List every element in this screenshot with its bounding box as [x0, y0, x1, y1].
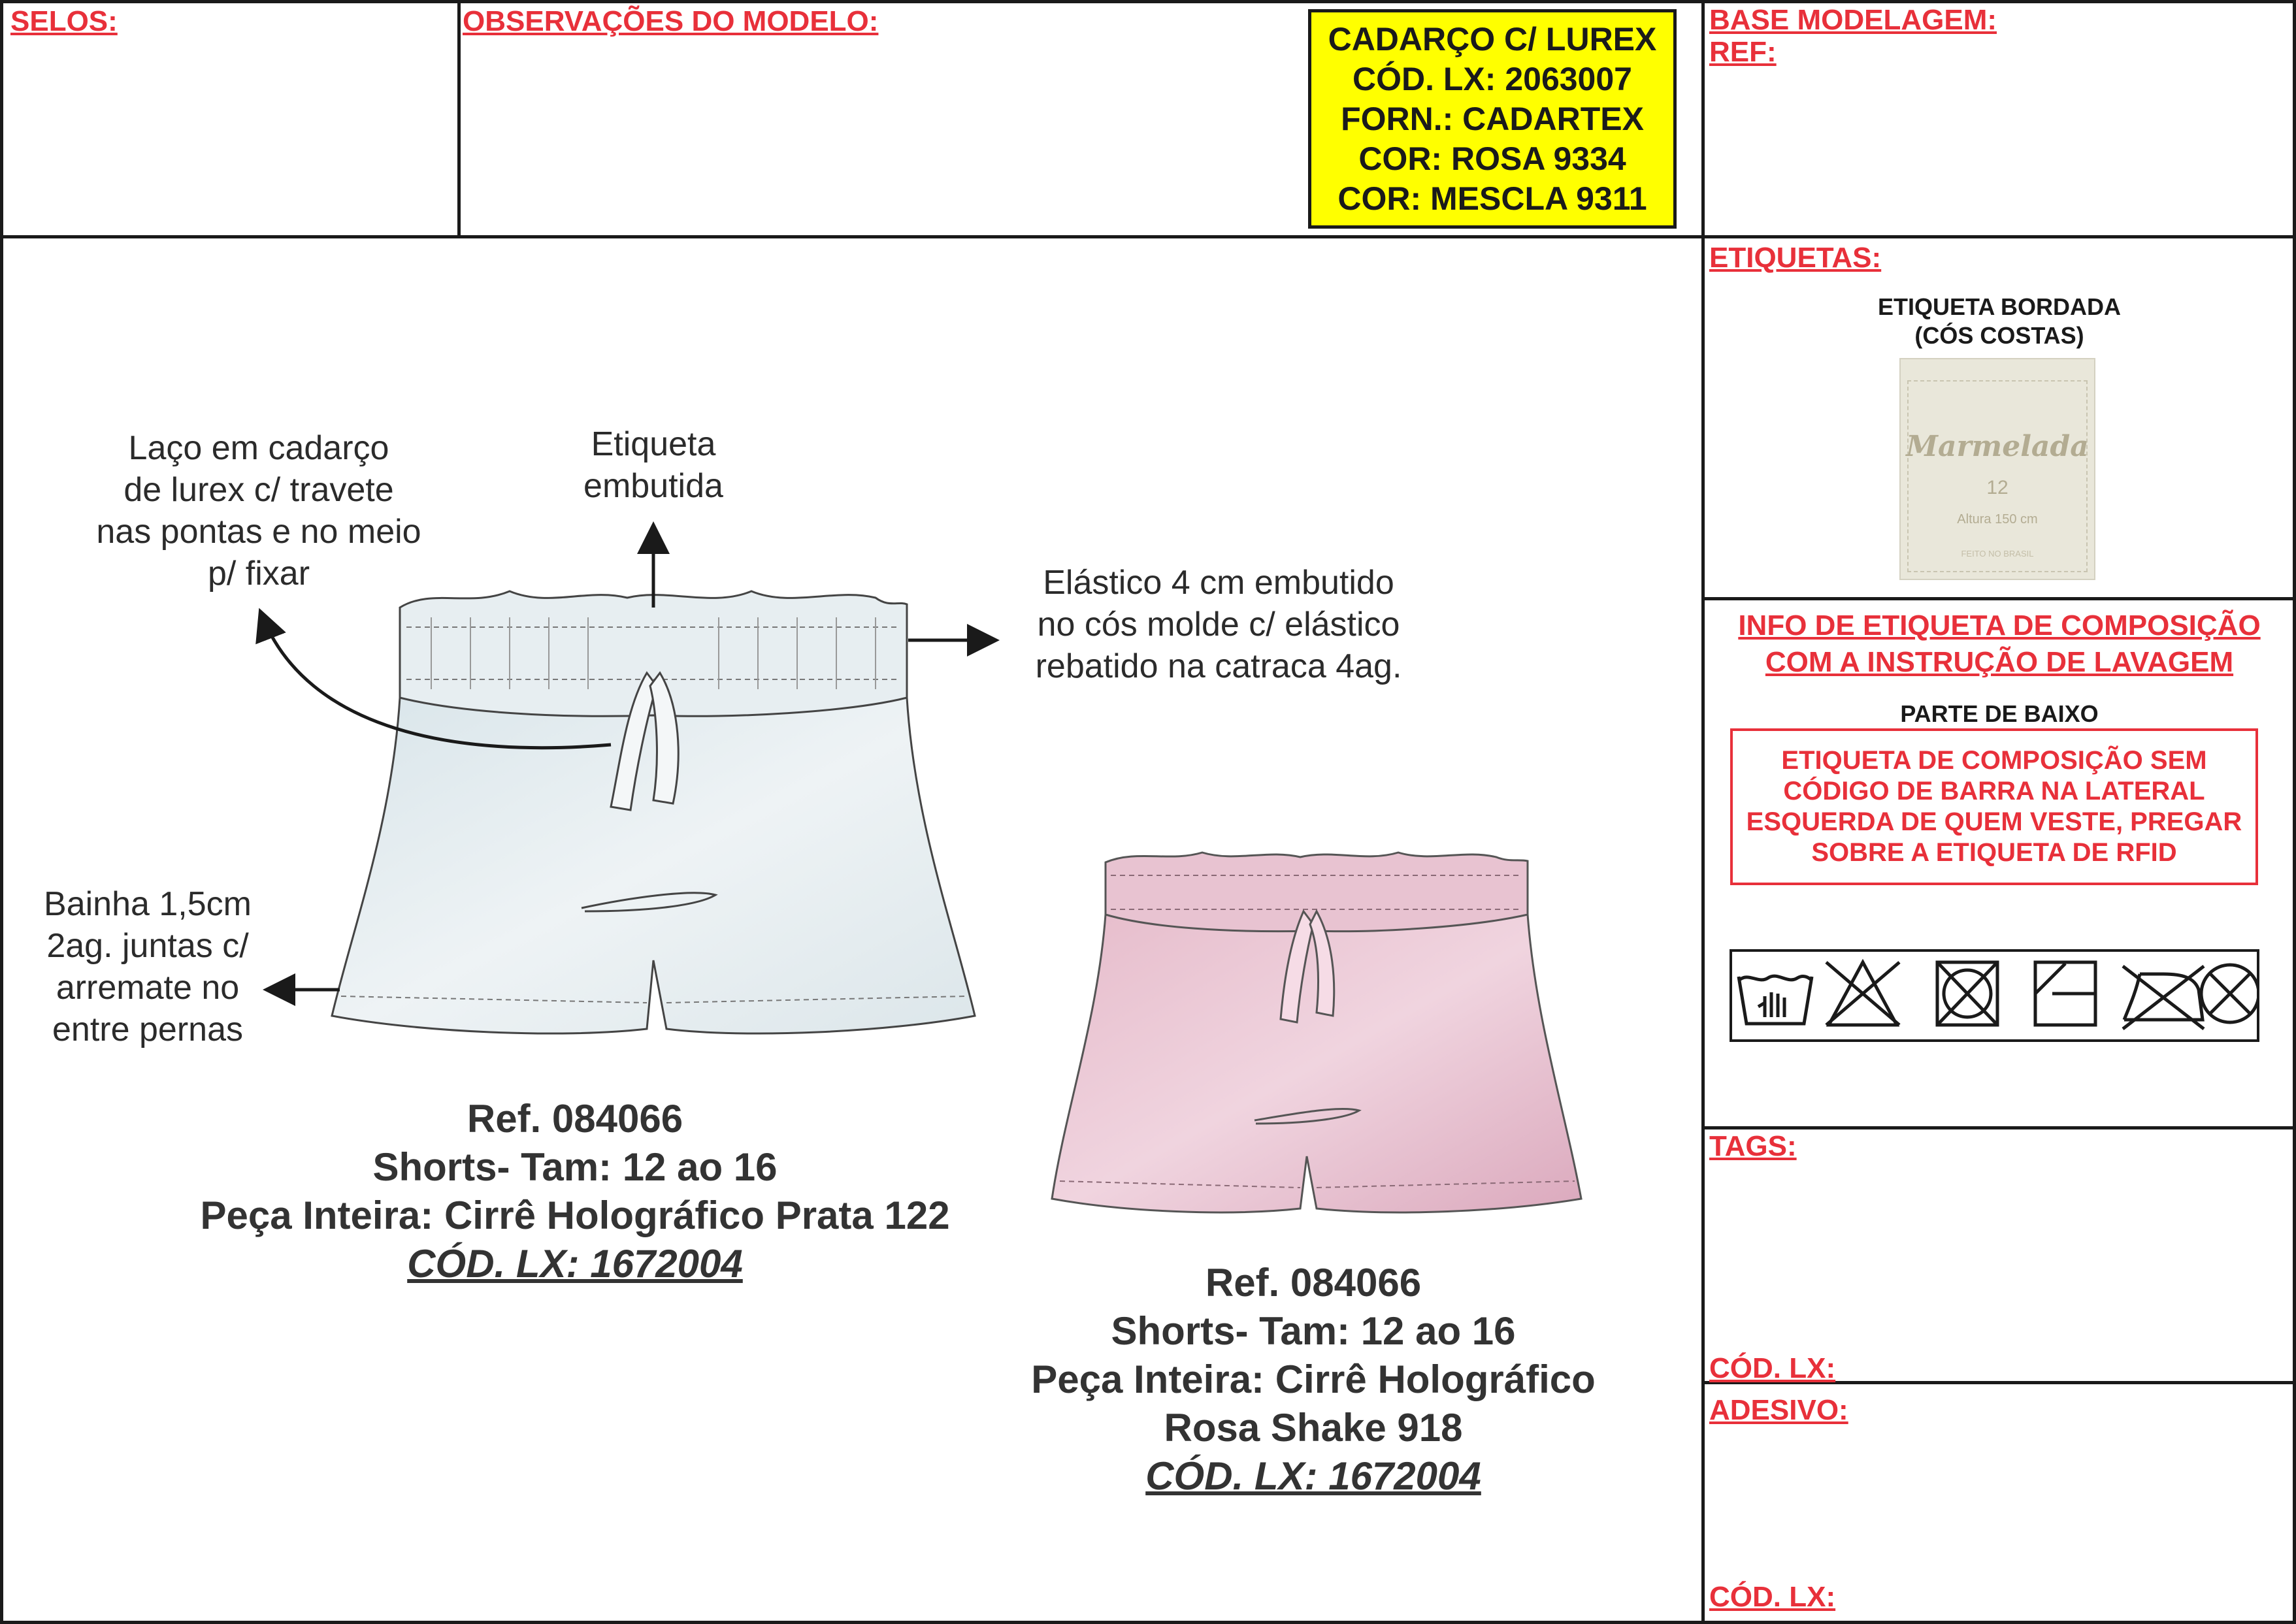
- bainha-note: Bainha 1,5cm 2ag. juntas c/ arremate no entre pernas: [44, 885, 252, 1048]
- silver-product-ref: [144, 1095, 1006, 1288]
- hand-wash-icon: [1739, 976, 1812, 1024]
- trim-line: COR: MESCLA 9311: [1337, 180, 1647, 217]
- product-ref: Ref. 084066: [1205, 1261, 1422, 1305]
- care-symbols: [1732, 952, 2257, 1039]
- label-brand: Marmelada: [1906, 430, 2089, 463]
- label-size: 12: [1986, 477, 2009, 498]
- etiqueta-bordada-caption: ETIQUETA BORDADA (CÓS COSTAS): [1878, 293, 2121, 349]
- product-cod: CÓD. LX: 1672004: [407, 1242, 743, 1286]
- label-origin: FEITO NO BRASIL: [1961, 549, 2034, 559]
- trim-line: CÓD. LX: 2063007: [1353, 60, 1632, 97]
- no-iron-icon: [2123, 966, 2204, 1029]
- elastico-note: Elástico 4 cm embutido no cós molde c/ elástico rebatido na catraca 4ag.: [1035, 564, 1402, 685]
- product-size: Shorts- Tam: 12 ao 16: [1111, 1309, 1516, 1353]
- product-ref: Ref. 084066: [467, 1097, 683, 1141]
- trim-line: CADARÇO C/ LUREX: [1328, 20, 1657, 57]
- label-height: Altura 150 cm: [1957, 512, 2038, 527]
- product-fabric: Peça Inteira: Cirrê Holográfico Prata 122: [200, 1194, 950, 1237]
- sidebar-rule-1: [1701, 597, 2296, 600]
- base-modelagem-label: BASE MODELAGEM:: [1709, 4, 1997, 36]
- tags-label: TAGS:: [1709, 1130, 1797, 1162]
- trim-line: COR: ROSA 9334: [1358, 140, 1626, 177]
- laco-note: Laço em cadarço de lurex c/ travete nas pontas e no meio p/ fixar: [96, 429, 421, 593]
- etiqueta-note: Etiqueta embutida: [583, 425, 723, 505]
- product-cod: CÓD. LX: 1672004: [1145, 1454, 1481, 1498]
- adesivo-cod-label: CÓD. LX:: [1709, 1581, 1836, 1613]
- composition-note-box: ETIQUETA DE COMPOSIÇÃO SEM CÓDIGO DE BARRA NA LATERAL ESQUERDA DE QUEM VESTE, PREGAR SOBRE A ETIQUETA DE RFID: [1730, 728, 2258, 885]
- pink-shorts: [1052, 853, 1581, 1212]
- frame-bottom: [0, 1621, 2296, 1624]
- trim-line: FORN.: CADARTEX: [1341, 100, 1644, 137]
- etiquetas-label: ETIQUETAS:: [1709, 242, 1882, 274]
- info-composicao-title: INFO DE ETIQUETA DE COMPOSIÇÃO COM A INSTRUÇÃO DE LAVAGEM: [1738, 609, 2261, 678]
- product-size: Shorts- Tam: 12 ao 16: [372, 1145, 778, 1189]
- care-symbols-box: [1730, 949, 2259, 1042]
- observacoes-label: OBSERVAÇÕES DO MODELO:: [463, 5, 879, 37]
- ref-label: REF:: [1709, 36, 1777, 68]
- no-dry-clean-icon: [2201, 965, 2257, 1022]
- pink-product-ref: [967, 1259, 1660, 1501]
- embroidered-label-image: [1899, 358, 2095, 580]
- product-fabric: Rosa Shake 918: [1164, 1406, 1463, 1450]
- parte-de-baixo-label: PARTE DE BAIXO: [1900, 700, 2099, 727]
- dry-flat-icon: [2035, 962, 2095, 1025]
- tags-cod-label: CÓD. LX:: [1709, 1352, 1836, 1384]
- silver-shorts: [332, 591, 975, 1033]
- product-fabric: Peça Inteira: Cirrê Holográfico: [1031, 1357, 1596, 1401]
- no-bleach-icon: [1826, 962, 1899, 1025]
- adesivo-label: ADESIVO:: [1709, 1394, 1848, 1426]
- no-tumble-dry-icon: [1937, 962, 1997, 1025]
- selos-label: SELOS:: [10, 5, 118, 37]
- sidebar-rule-2: [1701, 1126, 2296, 1129]
